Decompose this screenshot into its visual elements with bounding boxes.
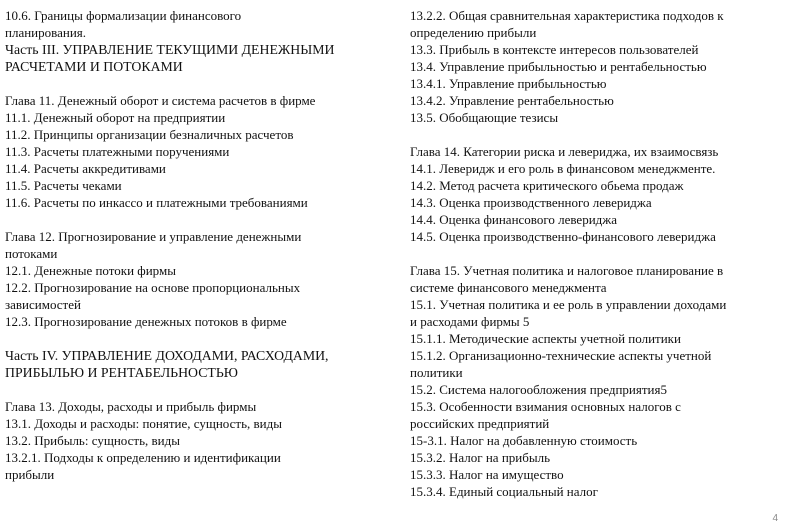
toc-line: 15-3.1. Налог на добавленную стоимость: [410, 433, 638, 448]
blank-line: [5, 75, 397, 92]
toc-line: 15.3.2. Налог на прибыль: [410, 450, 550, 465]
toc-line: 11.5. Расчеты чеками: [5, 178, 122, 193]
toc-line: 11.3. Расчеты платежными поручениями: [5, 144, 230, 159]
toc-line: 15.1.2. Организационно-технические аспекты учетной: [410, 348, 712, 363]
toc-line: 13.4. Управление прибыльностью и рентабельностью: [410, 59, 707, 74]
toc-line: 13.4.2. Управление рентабельностью: [410, 93, 614, 108]
toc-line: 14.4. Оценка финансового левериджа: [410, 212, 618, 227]
toc-line: Глава 15. Учетная политика и налоговое планирование в: [410, 263, 724, 278]
toc-line: 13.2.1. Подходы к определению и идентификации: [5, 450, 281, 465]
toc-line: 14.5. Оценка производственно-финансового левериджа: [410, 229, 716, 244]
toc-line: прибыли: [5, 467, 55, 482]
toc-line: 14.2. Метод расчета критического обьема продаж: [410, 178, 684, 193]
toc-line: 11.1. Денежный оборот на предприятии: [5, 110, 226, 125]
toc-line: Глава 12. Прогнозирование и управление денежными: [5, 229, 302, 244]
toc-line: 12.3. Прогнозирование денежных потоков в фирме: [5, 314, 287, 329]
toc-line: 15.3. Особенности взимания основных налогов с: [410, 399, 681, 414]
toc-line: 11.4. Расчеты аккредитивами: [5, 161, 166, 176]
toc-line: 15.3.3. Налог на имущество: [410, 467, 564, 482]
toc-line: 15.1.1. Методические аспекты учетной политики: [410, 331, 681, 346]
toc-line: российских предприятий: [410, 416, 550, 431]
toc-line: потоками: [5, 246, 58, 261]
right-column: [410, 7, 782, 500]
toc-line: планирования.: [5, 25, 87, 40]
toc-line: 13.5. Обобщающие тезисы: [410, 110, 559, 125]
toc-line: Глава 11. Денежный оборот и система расчетов в фирме: [5, 93, 316, 108]
toc-line: Глава 13. Доходы, расходы и прибыль фирмы: [5, 399, 257, 414]
toc-line: 13.2.2. Общая сравнительная характеристика подходов к: [410, 8, 724, 23]
blank-line: [410, 245, 782, 262]
blank-line: [5, 381, 397, 398]
toc-line: 14.1. Леверидж и его роль в финансовом менеджменте.: [410, 161, 716, 176]
toc-line: 12.1. Денежные потоки фирмы: [5, 263, 176, 278]
toc-line: и расходами фирмы 5: [410, 314, 530, 329]
toc-line: 12.2. Прогнозирование на основе пропорциональных: [5, 280, 301, 295]
toc-line: определению прибыли: [410, 25, 537, 40]
toc-line: 11.2. Принципы организации безналичных расчетов: [5, 127, 294, 142]
toc-line: 13.2. Прибыль: сущность, виды: [5, 433, 180, 448]
toc-line: 15.1. Учетная политика и ее роль в управлении доходами: [410, 297, 727, 312]
section-heading-line: Часть III. УПРАВЛЕНИЕ ТЕКУЩИМИ ДЕНЕЖНЫМИ: [5, 42, 335, 57]
page-number: 4: [772, 513, 778, 524]
toc-line: 11.6. Расчеты по инкассо и платежными требованиями: [5, 195, 308, 210]
toc-line: 10.6. Границы формализации финансового: [5, 8, 242, 23]
section-heading-line: РАСЧЕТАМИ И ПОТОКАМИ: [5, 59, 183, 74]
blank-line: [5, 330, 397, 347]
section-heading-line: Часть IV. УПРАВЛЕНИЕ ДОХОДАМИ, РАСХОДАМИ,: [5, 348, 329, 363]
toc-line: политики: [410, 365, 463, 380]
toc-line: 15.2. Система налогообложения предприятия5: [410, 382, 667, 397]
toc-line: 15.3.4. Единый социальный налог: [410, 484, 598, 499]
toc-line: системе финансового менеджмента: [410, 280, 607, 295]
toc-line: 13.3. Прибыль в контексте интересов пользователей: [410, 42, 699, 57]
left-column: [5, 7, 397, 483]
toc-line: 13.1. Доходы и расходы: понятие, сущность, виды: [5, 416, 282, 431]
toc-line: Глава 14. Категории риска и левериджа, их взаимосвязь: [410, 144, 719, 159]
blank-line: [410, 126, 782, 143]
section-heading-line: ПРИБЫЛЬЮ И РЕНТАБЕЛЬНОСТЬЮ: [5, 365, 238, 380]
blank-line: [5, 211, 397, 228]
toc-line: 14.3. Оценка производственного левериджа: [410, 195, 652, 210]
toc-line: зависимостей: [5, 297, 81, 312]
toc-line: 13.4.1. Управление прибыльностью: [410, 76, 607, 91]
